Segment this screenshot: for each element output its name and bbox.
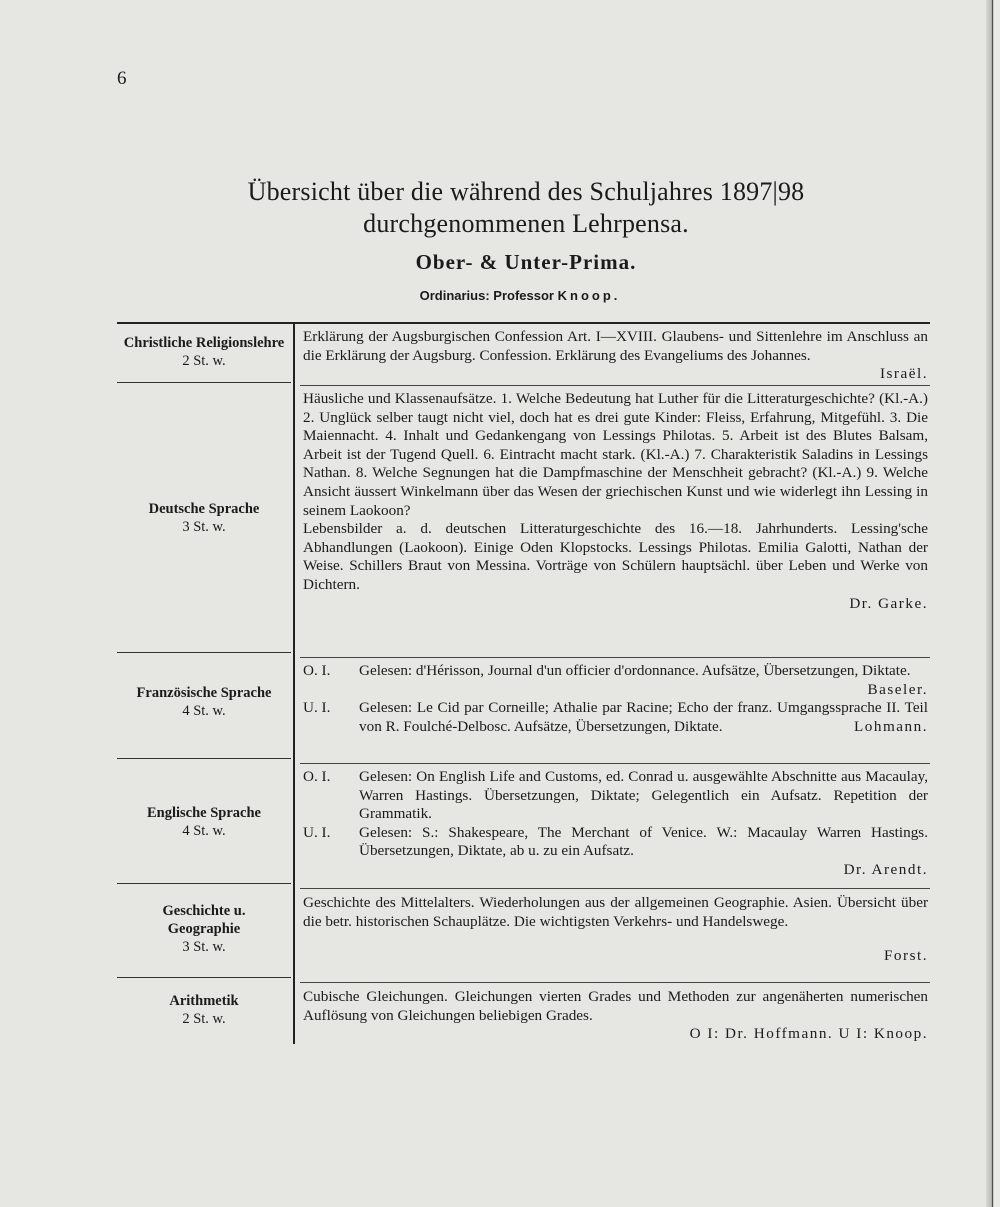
content-text: Häusliche und Klassenaufsätze. 1. Welche Bedeutung hat Luther für die Litteraturgeschichte? (Kl.-A.) 2. Unglück selber taugt nicht viel, doch hat es drei gute Kinder: Fleiss, Erfahrung, Mitgefühl. 3. Die Maiennacht. 4. Inhalt und Gedankengang von Lessings Philotas. 5. Arbeit ist des Blutes Balsam, Arbeit ist der Tugend Quell. 6. Eintracht macht stark. (Kl.-A.) 7. Charakteristik Saladins in Lessings Nathan. 8. Welche Segnungen hat die Dampfmaschine der Menschheit gebracht? (Kl.-A.) 9. Welche Ansicht äussert Winkelmann über das Wesen der griechischen Kunst und wie widerlegt ihn Lessing in seinem Laokoon? [303, 390, 928, 519]
row-divider [117, 883, 291, 884]
subject-name-line-1: Geschichte u. [162, 903, 246, 919]
subject-name: Englische Sprache [147, 805, 261, 821]
content-text: Cubische Gleichungen. Gleichungen vierten Grades und Methoden zur angenäherten numerischen Auflösung von Gleichungen beliebigen Grades. [303, 988, 928, 1024]
ordinarius-title: Professor [493, 288, 554, 303]
entry-text: Gelesen: d'Hérisson, Journal d'un officier d'ordonnance. Aufsätze, Übersetzungen, Diktate. [359, 662, 911, 679]
row-divider [117, 382, 291, 383]
content-text: Geschichte des Mittelalters. Wiederholungen aus der allgemeinen Geographie. Asien. Übersicht über die betr. historischen Schauplätze. Die wichtigsten Verkehrs- und Handelswege. [303, 894, 928, 930]
teacher-name: Lohmann. [853, 717, 928, 735]
teacher-name: Dr. Garke. [849, 594, 928, 612]
subject-hours: 4 St. w. [182, 823, 226, 839]
teacher-name: O I: Dr. Hoffmann. U I: Knoop. [689, 1025, 928, 1043]
subject-hours: 2 St. w. [182, 353, 226, 369]
curriculum-table [117, 322, 930, 1047]
row-divider [300, 888, 930, 889]
content-geschichte [303, 894, 928, 966]
subject-arithmetik [117, 992, 291, 1028]
entry-label: U. I. [303, 823, 331, 841]
entry-unterprima [303, 824, 928, 861]
subject-name: Französische Sprache [136, 685, 272, 701]
teacher-name: Baseler. [867, 680, 928, 698]
content-franzoesisch [303, 662, 928, 736]
subject-franzoesisch [117, 684, 291, 720]
content-arithmetik [303, 988, 928, 1044]
subject-name: Arithmetik [169, 993, 239, 1009]
teacher-name: Dr. Arendt. [843, 860, 928, 878]
subject-name: Deutsche Sprache [148, 501, 260, 517]
subject-deutsch [117, 500, 291, 536]
entry-oberprima [303, 768, 928, 824]
page-title [0, 176, 1000, 240]
entry-unterprima [303, 699, 928, 736]
row-divider [117, 652, 291, 653]
subject-englisch [117, 804, 291, 840]
entry-text: Gelesen: On English Life and Customs, ed. Conrad u. ausgewählte Abschnitte aus Macaulay, Warren Hastings. Übersetzungen, Diktate; Gelegentlich ein Aufsatz. Repetition der Grammatik. [359, 768, 928, 823]
page-number: 6 [117, 68, 127, 89]
ordinarius-name: Knoop. [557, 288, 621, 303]
row-divider [300, 982, 930, 983]
content-englisch [303, 768, 928, 880]
subject-name: Christliche Religionslehre [123, 335, 285, 351]
row-divider [300, 657, 930, 658]
title-line-2: durchgenommenen Lehrpensa. [363, 209, 689, 238]
table-column-divider [293, 322, 295, 1044]
teacher-name: Israël. [879, 365, 928, 383]
table-top-rule [117, 322, 930, 324]
entry-text: Gelesen: Le Cid par Corneille; Athalie par Racine; Echo der franz. Umgangssprache II. Teil von R. Foulché-Delbosc. Aufsätze, Übersetzungen, Diktate. [359, 699, 928, 735]
subject-hours: 3 St. w. [182, 519, 226, 535]
class-heading: Ober- & Unter-Prima. [415, 250, 637, 274]
entry-text: Gelesen: S.: Shakespeare, The Merchant of Venice. W.: Macaulay Warren Hastings. Übersetzungen, Diktate, ab u. zu ein Aufsatz. [359, 823, 928, 860]
content-deutsch [303, 390, 928, 613]
entry-oberprima [303, 662, 928, 699]
title-line-1: Übersicht über die während des Schuljahres 1897|98 [247, 177, 805, 206]
subject-religion [117, 334, 291, 370]
row-divider [300, 385, 930, 386]
content-text: Erklärung der Augsburgischen Confession Art. I—XVIII. Glaubens- und Sittenlehre im Anschluss an die Erklärung der Augsburg. Confession. Erklärung des Evangeliums des Johannes. [303, 328, 928, 364]
subject-hours: 2 St. w. [182, 1011, 226, 1027]
row-divider [300, 763, 930, 764]
entry-label: O. I. [303, 662, 331, 679]
subject-hours: 4 St. w. [182, 703, 226, 719]
row-divider [117, 977, 291, 978]
content-text-2: Lebensbilder a. d. deutschen Litteraturgeschichte des 16.—18. Jahrhunderts. Lessing'sche Abhandlungen (Laokoon). Einige Oden Klopstocks. Lessings Philotas. Emilia Galotti, Nathan der Weise. Schillers Braut von Messina. Vorträge von Schülern hauptsächl. über Leben und Werke von Dichtern. [303, 520, 928, 593]
subject-name-line-2: Geographie [167, 921, 241, 937]
ordinarius-label: Ordinarius: [419, 288, 490, 303]
row-divider [117, 758, 291, 759]
ordinarius-line [0, 288, 1000, 303]
content-religion [303, 328, 928, 384]
teacher-name: Forst. [883, 947, 928, 965]
subject-hours: 3 St. w. [182, 939, 226, 955]
entry-label: U. I. [303, 699, 331, 717]
entry-label: O. I. [303, 768, 331, 785]
subject-geschichte [117, 902, 291, 956]
